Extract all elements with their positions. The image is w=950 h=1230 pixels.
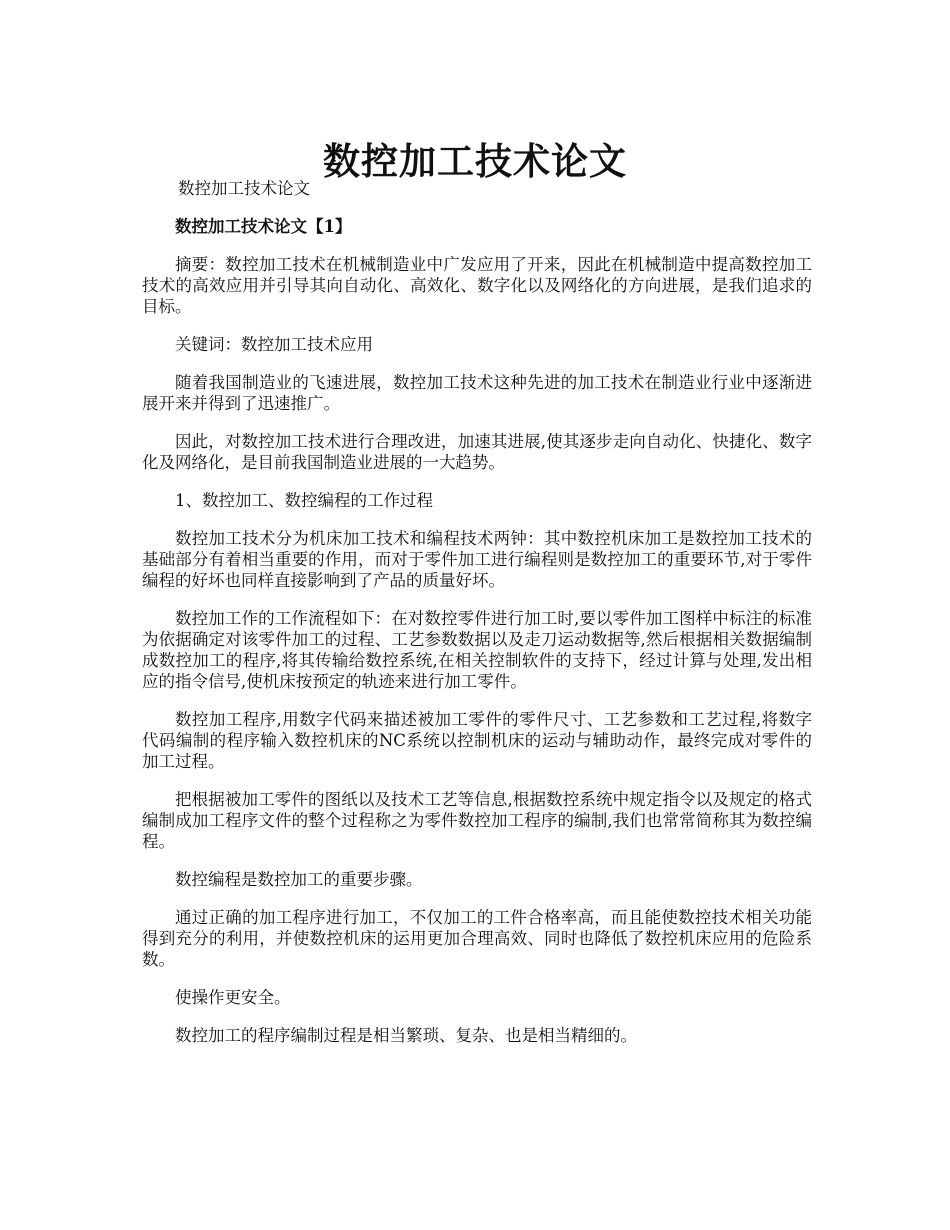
- document-subtitle: 数控加工技术论文: [178, 179, 310, 198]
- paragraph: 数控加工的程序编制过程是相当繁琐、复杂、也是相当精细的。: [175, 1026, 637, 1045]
- paragraph: 因此，对数控加工技术进行合理改进，加速其进展,使其逐步走向自动化、快捷化、数字化及网络化，是目前我国制造业进展的一大趋势。: [142, 432, 812, 472]
- paragraph: 通过正确的加工程序进行加工，不仅加工的工件合格率高，而且能使数控技术相关功能得到充分的利用，并使数控机床的运用更加合理高效、同时也降低了数控机床应用的危险系数。: [142, 908, 812, 969]
- subsection-heading: 1、数控加工、数控编程的工作过程: [175, 491, 433, 510]
- paragraph: 数控加工作的工作流程如下：在对数控零件进行加工时,要以零件加工图样中标注的标准为依据确定对该零件加工的过程、工艺参数数据以及走刀运动数据等,然后根据相关数据编制成数控加工的程序,将其传输给数控系统,在相关控制软件的支持下，经过计算与处理,发出相应的指令信号,使机床按预定的轨迹来进行加工零件。: [142, 609, 812, 691]
- paragraph: 数控编程是数控加工的重要步骤。: [175, 870, 423, 889]
- paragraph: 数控加工技术分为机床加工技术和编程技术两钟：其中数控机床加工是数控加工技术的基础部分有着相当重要的作用，而对于零件加工进行编程则是数控加工的重要环节,对于零件编程的好坏也同样直接影响到了产品的质量好坏。: [142, 529, 812, 590]
- paragraph: 把根据被加工零件的图纸以及技术工艺等信息,根据数控系统中规定指令以及规定的格式编制成加工程序文件的整个过程称之为零件数控加工程序的编制,我们也常常简称其为数控编程。: [142, 790, 812, 851]
- page-title: 数控加工技术论文: [323, 138, 627, 183]
- document-body: [142, 178, 812, 1063]
- paragraph: 随着我国制造业的飞速进展，数控加工技术这种先进的加工技术在制造业行业中逐渐进展开来并得到了迅速推广。: [142, 373, 812, 413]
- paragraph-keywords: 关键词：数控加工技术应用: [175, 335, 373, 354]
- paragraph: 数控加工程序,用数字代码来描述被加工零件的零件尺寸、工艺参数和工艺过程,将数字代码编制的程序输入数控机床的NC系统以控制机床的运动与辅助动作，最终完成对零件的加工过程。: [142, 710, 812, 771]
- section-heading: 数控加工技术论文【1】: [175, 217, 352, 236]
- paragraph-abstract: 摘要：数控加工技术在机械制造业中广发应用了开来，因此在机械制造中提高数控加工技术的高效应用并引导其向自动化、高效化、数字化以及网络化的方向进展，是我们追求的目标。: [142, 255, 812, 316]
- paragraph: 使操作更安全。: [175, 988, 291, 1007]
